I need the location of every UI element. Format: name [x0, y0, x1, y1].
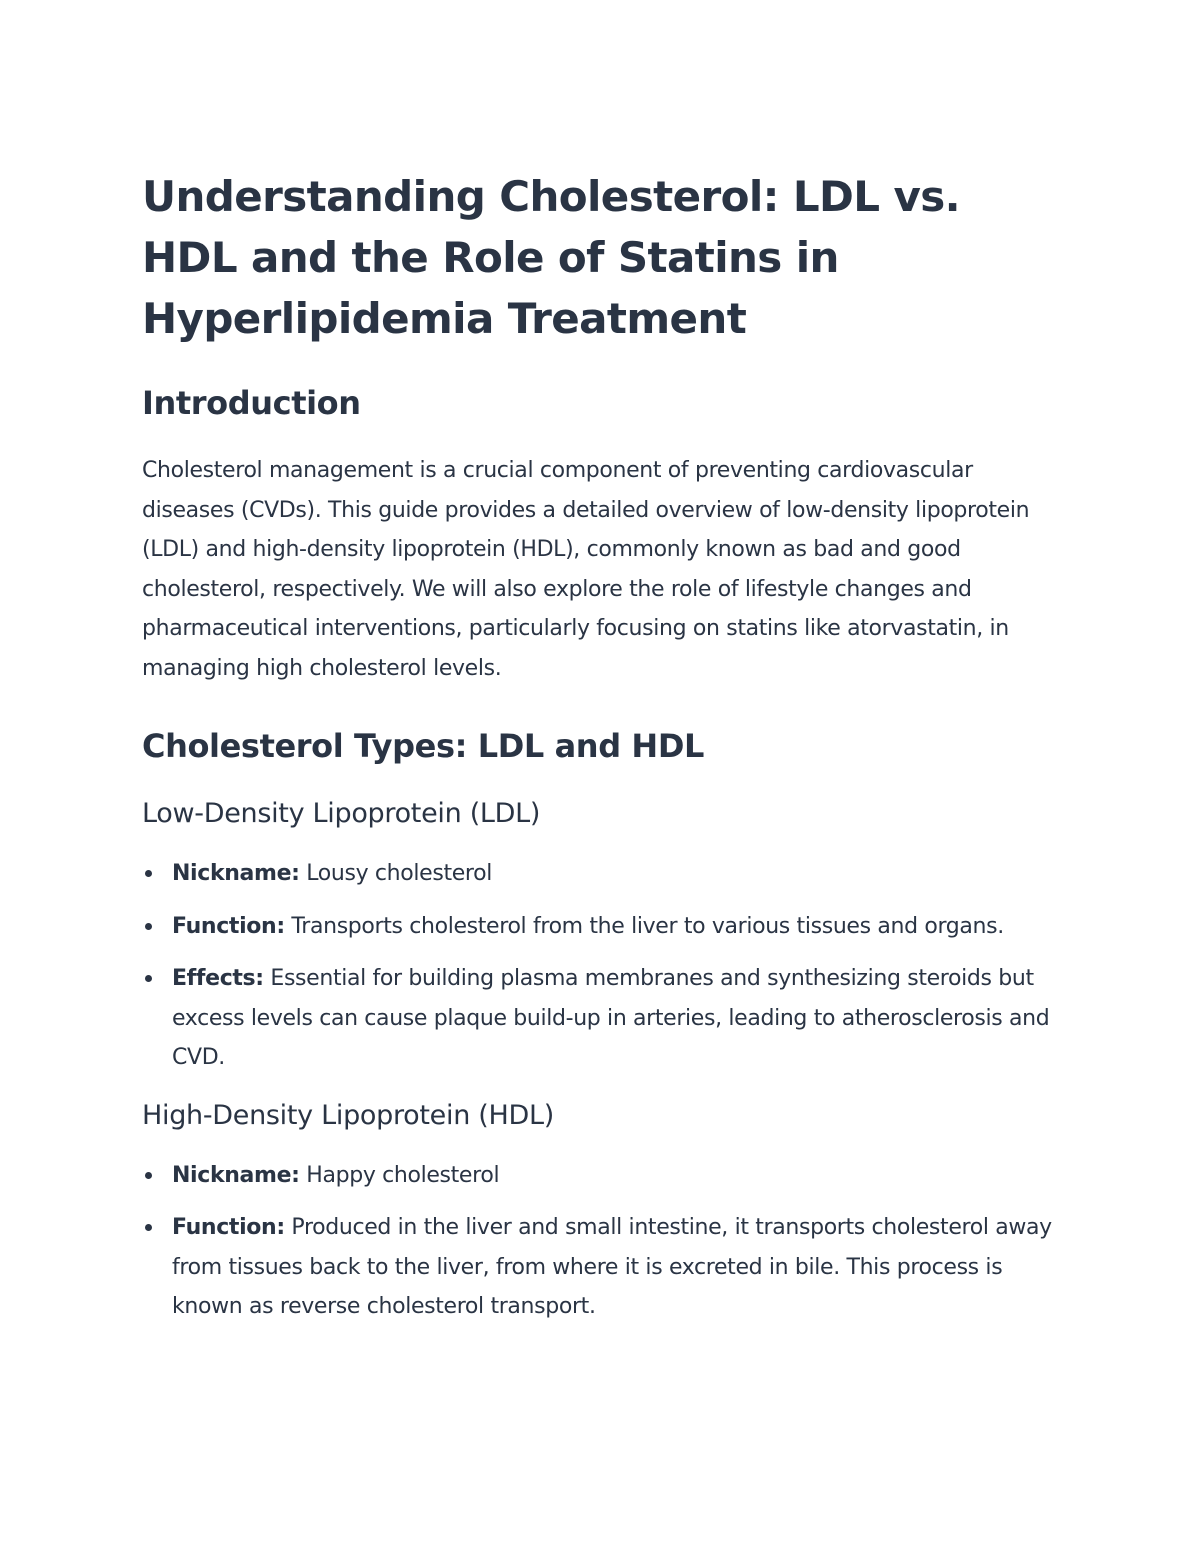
bullet-icon	[145, 870, 152, 877]
bullet-icon	[145, 975, 152, 982]
bullet-icon	[145, 923, 152, 930]
item-text: Produced in the liver and small intestine, it transports cholesterol away from tissues back to the liver, from where it is excreted in bile. This process is known as reverse cholesterol transport.	[172, 1215, 1052, 1319]
hdl-list	[142, 1156, 1062, 1327]
bullet-icon	[145, 1224, 152, 1231]
list-item	[142, 907, 1062, 947]
item-text: Happy cholesterol	[299, 1162, 500, 1188]
list-item	[142, 1208, 1062, 1327]
document-content	[142, 166, 1062, 1340]
item-label: Nickname:	[172, 861, 300, 886]
item-label: Function:	[172, 913, 285, 939]
item-label: Effects:	[172, 966, 264, 991]
introduction-paragraph: Cholesterol management is a crucial component of preventing cardiovascular diseases (CVDs). This guide provides a detailed overview of low-density lipoprotein (LDL) and high-density lipoprotein (HDL), commonly known as bad and good cholesterol, respectively. We will also explore the role of lifestyle changes and pharmaceutical interventions, particularly focusing on statins like atorvastatin, in managing high cholesterol levels.	[142, 458, 1030, 681]
bullet-icon	[145, 1172, 152, 1179]
item-text: Essential for building plasma membranes and synthesizing steroids but excess levels can cause plaque build-up in arteries, leading to atherosclerosis and CVD.	[172, 966, 1050, 1070]
item-text: Transports cholesterol from the liver to various tissues and organs.	[284, 913, 1004, 939]
list-item	[142, 959, 1062, 1078]
item-label: Nickname:	[172, 1162, 300, 1188]
list-item	[142, 854, 1062, 894]
list-item	[142, 1156, 1062, 1196]
document-title: Understanding Cholesterol: LDL vs. HDL and the Role of Statins in Hyperlipidemia Treatment	[142, 172, 960, 343]
introduction-heading: Introduction	[142, 384, 361, 422]
ldl-heading: Low-Density Lipoprotein (LDL)	[142, 798, 541, 829]
item-text: Lousy cholesterol	[299, 861, 492, 886]
hdl-heading: High-Density Lipoprotein (HDL)	[142, 1099, 554, 1131]
item-label: Function:	[172, 1215, 285, 1240]
ldl-list	[142, 854, 1062, 1078]
cholesterol-types-heading: Cholesterol Types: LDL and HDL	[142, 727, 704, 765]
